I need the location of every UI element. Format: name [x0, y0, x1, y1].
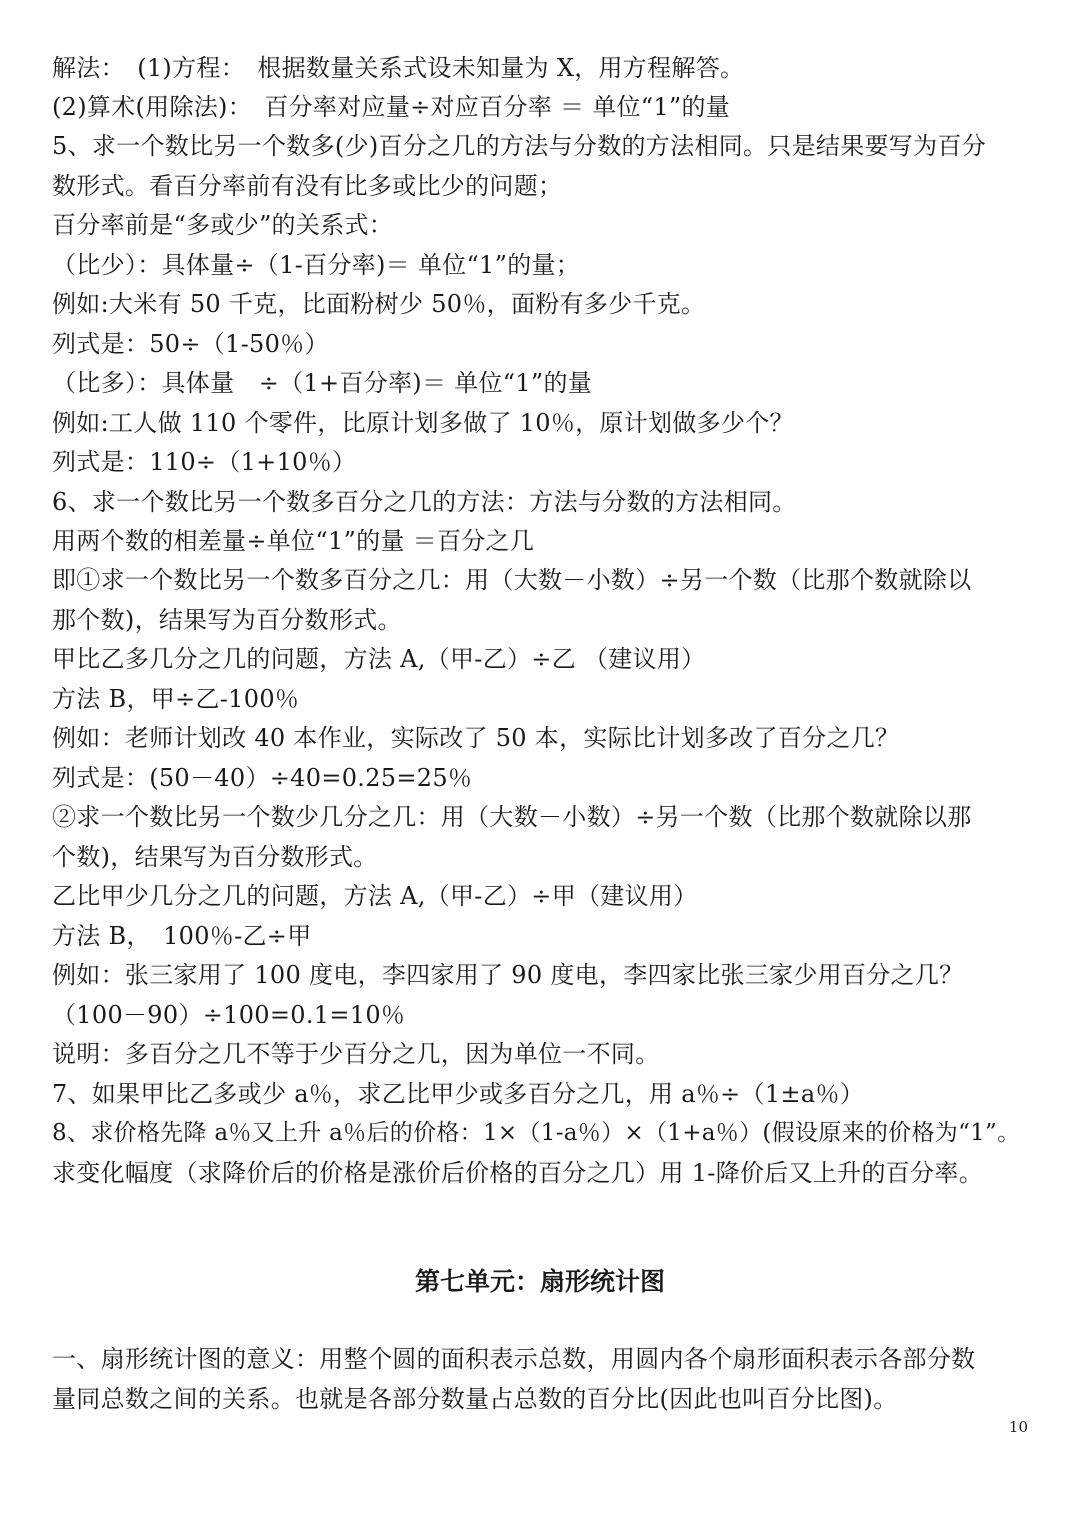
- text-line: 数形式。看百分率前有没有比多或比少的问题；: [52, 172, 563, 200]
- text-line: 一、扇形统计图的意义：用整个圆的面积表示总数，用圆内各个扇形面积表示各部分数: [52, 1345, 976, 1373]
- text-line: 列式是：50÷（1-50％）: [52, 330, 329, 358]
- section-title: 第七单元：扇形统计图: [414, 1267, 665, 1296]
- text-line: (2)算术(用除法)： 百分率对应量÷对应百分率 ＝ 单位“1”的量: [52, 93, 731, 121]
- page-number: 10: [1008, 1418, 1028, 1436]
- text-line: 甲比乙多几分之几的问题，方法 A,（甲-乙）÷乙 （建议用）: [52, 645, 706, 673]
- text-line: 8、求价格先降 a％又上升 a％后的价格：1×（1-a％）×（1+a％）(假设原来的价格为“1”。: [52, 1120, 1021, 1146]
- text-line: （比多）：具体量 ÷（1+百分率)＝ 单位“1”的量: [52, 369, 593, 397]
- text-line: 说明：多百分之几不等于少百分之几，因为单位一不同。: [52, 1040, 660, 1068]
- text-line: 方法 B， 100％-乙÷甲: [52, 922, 312, 950]
- text-line: 量同总数之间的关系。也就是各部分数量占总数的百分比(因此也叫百分比图)。: [52, 1385, 898, 1413]
- text-line: 个数)，结果写为百分数形式。: [52, 843, 378, 871]
- text-line: 例如：老师计划改 40 本作业，实际改了 50 本，实际比计划多改了百分之几？: [52, 724, 900, 752]
- text-line: 求变化幅度（求降价后的价格是涨价后价格的百分之几）用 1-降价后又上升的百分率。: [52, 1159, 984, 1187]
- text-line: ②求一个数比另一个数少几分之几：用（大数－小数）÷另一个数（比那个数就除以那: [52, 803, 972, 831]
- text-line: 5、求一个数比另一个数多(少)百分之几的方法与分数的方法相同。只是结果要写为百分: [52, 132, 986, 160]
- text-line: （100－90）÷100=0.1=10％: [52, 1001, 406, 1029]
- text-line: 列式是：110÷（1+10％）: [52, 448, 357, 476]
- text-line: 解法： (1)方程： 根据数量关系式设未知量为 X，用方程解答。: [52, 54, 745, 82]
- text-line: （比少）：具体量÷（1-百分率)＝ 单位“1”的量；: [52, 251, 581, 279]
- text-line: 那个数)，结果写为百分数形式。: [52, 606, 402, 634]
- text-line: 方法 B，甲÷乙-100％: [52, 685, 300, 713]
- text-line: 6、求一个数比另一个数多百分之几的方法：方法与分数的方法相同。: [52, 488, 797, 516]
- text-line: 7、如果甲比乙多或少 a％，求乙比甲少或多百分之几，用 a％÷（1±a％）: [52, 1080, 865, 1108]
- text-line: 例如:大米有 50 千克，比面粉树少 50％，面粉有多少千克。: [52, 290, 706, 318]
- text-line: 例如:工人做 110 个零件，比原计划多做了 10％，原计划做多少个？: [52, 409, 794, 437]
- text-line: 列式是：(50－40）÷40=0.25=25％: [52, 764, 473, 792]
- text-line: 乙比甲少几分之几的问题，方法 A,（甲-乙）÷甲（建议用）: [52, 882, 698, 910]
- text-line: 例如：张三家用了 100 度电，李四家用了 90 度电，李四家比张三家少用百分之几？: [52, 961, 964, 989]
- text-line: 即①求一个数比另一个数多百分之几：用（大数－小数）÷另一个数（比那个数就除以: [52, 566, 972, 594]
- text-line: 用两个数的相差量÷单位“1”的量 ＝百分之几: [52, 527, 535, 555]
- text-line: 百分率前是“多或少”的关系式：: [52, 211, 394, 239]
